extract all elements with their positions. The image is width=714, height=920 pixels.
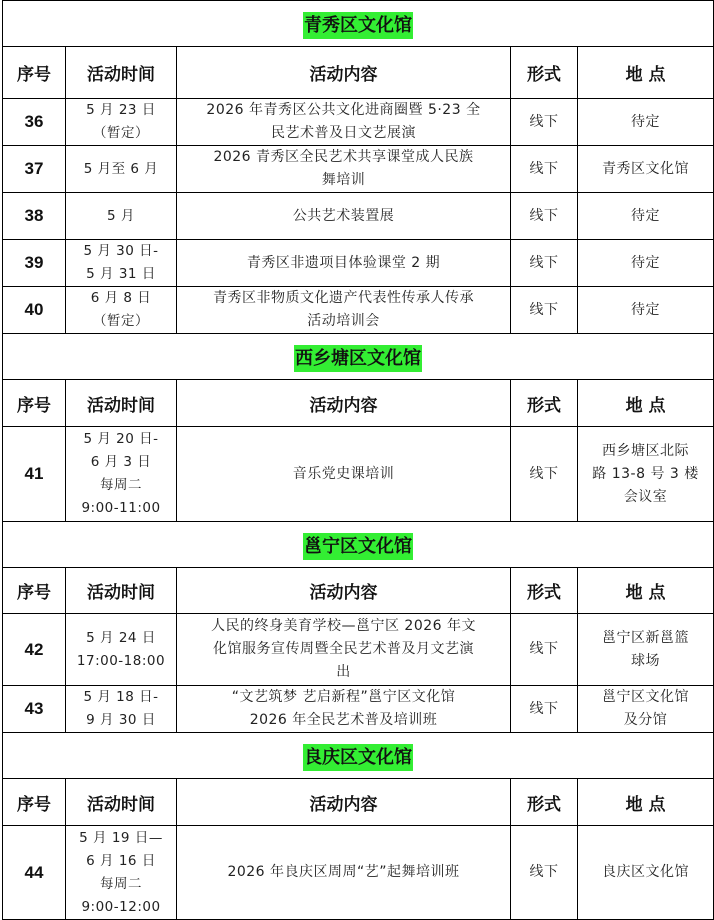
- table-row: [3, 614, 714, 686]
- cell-line: （暂定）: [93, 313, 149, 329]
- header-place: 地 点: [578, 380, 714, 427]
- table-row: [3, 427, 714, 522]
- row-number: 41: [3, 427, 66, 522]
- header-form: 形式: [511, 47, 578, 99]
- cell-line: 6 月 16 日: [86, 852, 156, 869]
- cell-line: 人民的终身美育学校—邕宁区 2026 年文: [210, 618, 477, 634]
- cell-line: 5 月 18 日-: [83, 689, 159, 705]
- activity-content: [177, 427, 511, 522]
- section-title-row: [3, 733, 714, 779]
- section-title-row: [3, 334, 714, 380]
- section-title: 青秀区文化馆: [303, 12, 413, 39]
- header-row: [3, 568, 714, 614]
- header-row: [3, 380, 714, 427]
- row-number: 36: [3, 99, 66, 146]
- activity-place: [578, 99, 714, 146]
- cell-line: 良庆区文化馆: [602, 864, 690, 880]
- activity-time: [66, 193, 177, 240]
- activity-form: 线下: [511, 193, 578, 240]
- activity-place: [578, 686, 714, 733]
- header-row: [3, 47, 714, 99]
- cell-line: 路 13-8 号 3 楼: [592, 465, 699, 482]
- section-title-cell: [3, 334, 714, 380]
- cell-line: 待定: [631, 207, 661, 224]
- header-time: 活动时间: [66, 779, 177, 826]
- section-title-cell: [3, 733, 714, 779]
- activity-place: [578, 826, 714, 920]
- cell-line: 舞培训: [321, 172, 366, 188]
- cell-line: 邕宁区文化馆: [602, 689, 690, 705]
- cell-line: “文艺筑梦 艺启新程”邕宁区文化馆: [231, 689, 456, 705]
- header-time: 活动时间: [66, 380, 177, 427]
- header-seq: 序号: [3, 779, 66, 826]
- cell-line: 化馆服务宣传周暨全民艺术普及月文艺演: [213, 641, 474, 657]
- activity-time: [66, 614, 177, 686]
- table-row: [3, 240, 714, 287]
- table-row: [3, 287, 714, 334]
- cell-line: （暂定）: [93, 125, 149, 141]
- section-title-cell: [3, 1, 714, 47]
- section-title-row: [3, 522, 714, 568]
- row-number: 43: [3, 686, 66, 733]
- row-number: 39: [3, 240, 66, 287]
- header-form: 形式: [511, 380, 578, 427]
- section-title: 良庆区文化馆: [303, 744, 413, 771]
- header-form: 形式: [511, 779, 578, 826]
- activity-place: [578, 193, 714, 240]
- header-place: 地 点: [578, 568, 714, 614]
- cell-line: 每周二: [100, 875, 142, 892]
- cell-line: 9:00-11:00: [81, 500, 161, 516]
- activity-form: 线下: [511, 146, 578, 193]
- activity-table: [2, 0, 714, 920]
- cell-line: 17:00-18:00: [76, 652, 166, 669]
- table-row: [3, 686, 714, 733]
- header-row: [3, 779, 714, 826]
- cell-line: 6 月 3 日: [90, 454, 152, 470]
- activity-time: [66, 146, 177, 193]
- cell-line: 待定: [631, 301, 661, 318]
- activity-form: 线下: [511, 287, 578, 334]
- cell-line: 民艺术普及日文艺展演: [271, 125, 416, 141]
- activity-place: [578, 427, 714, 522]
- cell-line: 5 月: [107, 207, 135, 224]
- cell-line: 2026 年良庆区周周“艺”起舞培训班: [227, 864, 460, 880]
- activity-content: [177, 99, 511, 146]
- cell-line: 待定: [631, 113, 661, 130]
- activity-form: 线下: [511, 427, 578, 522]
- header-content: 活动内容: [177, 380, 511, 427]
- header-content: 活动内容: [177, 568, 511, 614]
- activity-content: [177, 287, 511, 334]
- cell-line: 5 月 30 日-: [83, 243, 159, 259]
- cell-line: 出: [336, 664, 351, 680]
- table-row: [3, 99, 714, 146]
- section-title-cell: [3, 522, 714, 568]
- activity-content: [177, 146, 511, 193]
- table-row: [3, 193, 714, 240]
- row-number: 40: [3, 287, 66, 334]
- table-row: [3, 826, 714, 920]
- cell-line: 5 月 23 日: [86, 102, 156, 118]
- activity-form: 线下: [511, 686, 578, 733]
- cell-line: 待定: [631, 254, 661, 271]
- cell-line: 青秀区非物质文化遗产代表性传承人传承: [213, 290, 474, 306]
- section-title: 西乡塘区文化馆: [294, 345, 422, 372]
- header-seq: 序号: [3, 47, 66, 99]
- activity-content: [177, 614, 511, 686]
- header-place: 地 点: [578, 779, 714, 826]
- header-content: 活动内容: [177, 47, 511, 99]
- cell-line: 青秀区非遗项目体验课堂 2 期: [246, 254, 441, 271]
- cell-line: 每周二: [100, 477, 142, 493]
- activity-form: 线下: [511, 240, 578, 287]
- cell-line: 公共艺术装置展: [292, 207, 395, 224]
- activity-time: [66, 826, 177, 920]
- row-number: 44: [3, 826, 66, 920]
- cell-line: 9 月 30 日: [86, 712, 156, 728]
- activity-content: [177, 240, 511, 287]
- cell-line: 5 月 19 日—: [79, 829, 163, 846]
- activity-place: [578, 240, 714, 287]
- cell-line: 2026 青秀区全民艺术共享课堂成人民族: [213, 149, 474, 165]
- cell-line: 2026 年全民艺术普及培训班: [249, 712, 438, 728]
- cell-line: 球场: [631, 652, 661, 669]
- cell-line: 活动培训会: [307, 313, 380, 329]
- activity-content: [177, 826, 511, 920]
- activity-form: 线下: [511, 99, 578, 146]
- activity-time: [66, 99, 177, 146]
- cell-line: 5 月至 6 月: [83, 160, 159, 177]
- cell-line: 5 月 24 日: [86, 629, 156, 646]
- activity-content: [177, 686, 511, 733]
- header-form: 形式: [511, 568, 578, 614]
- section-title-row: [3, 1, 714, 47]
- row-number: 42: [3, 614, 66, 686]
- header-place: 地 点: [578, 47, 714, 99]
- activity-place: [578, 614, 714, 686]
- cell-line: 青秀区文化馆: [602, 160, 690, 177]
- header-time: 活动时间: [66, 568, 177, 614]
- header-seq: 序号: [3, 380, 66, 427]
- cell-line: 及分馆: [623, 712, 668, 728]
- cell-line: 9:00-12:00: [81, 898, 161, 915]
- header-content: 活动内容: [177, 779, 511, 826]
- cell-line: 邕宁区新邕篮: [602, 629, 690, 646]
- row-number: 37: [3, 146, 66, 193]
- header-seq: 序号: [3, 568, 66, 614]
- activity-time: [66, 686, 177, 733]
- activity-time: [66, 427, 177, 522]
- section-title: 邕宁区文化馆: [303, 533, 413, 560]
- cell-line: 会议室: [623, 488, 668, 505]
- activity-time: [66, 240, 177, 287]
- row-number: 38: [3, 193, 66, 240]
- activity-form: 线下: [511, 826, 578, 920]
- cell-line: 6 月 8 日: [90, 290, 152, 306]
- cell-line: 音乐党史课培训: [292, 465, 395, 482]
- table-row: [3, 146, 714, 193]
- cell-line: 5 月 20 日-: [83, 431, 159, 447]
- activity-form: 线下: [511, 614, 578, 686]
- activity-place: [578, 287, 714, 334]
- cell-line: 西乡塘区北际: [602, 442, 690, 459]
- cell-line: 2026 年青秀区公共文化进商圈暨 5·23 全: [206, 102, 481, 118]
- activity-content: [177, 193, 511, 240]
- cell-line: 5 月 31 日: [86, 266, 156, 282]
- header-time: 活动时间: [66, 47, 177, 99]
- activity-time: [66, 287, 177, 334]
- activity-place: [578, 146, 714, 193]
